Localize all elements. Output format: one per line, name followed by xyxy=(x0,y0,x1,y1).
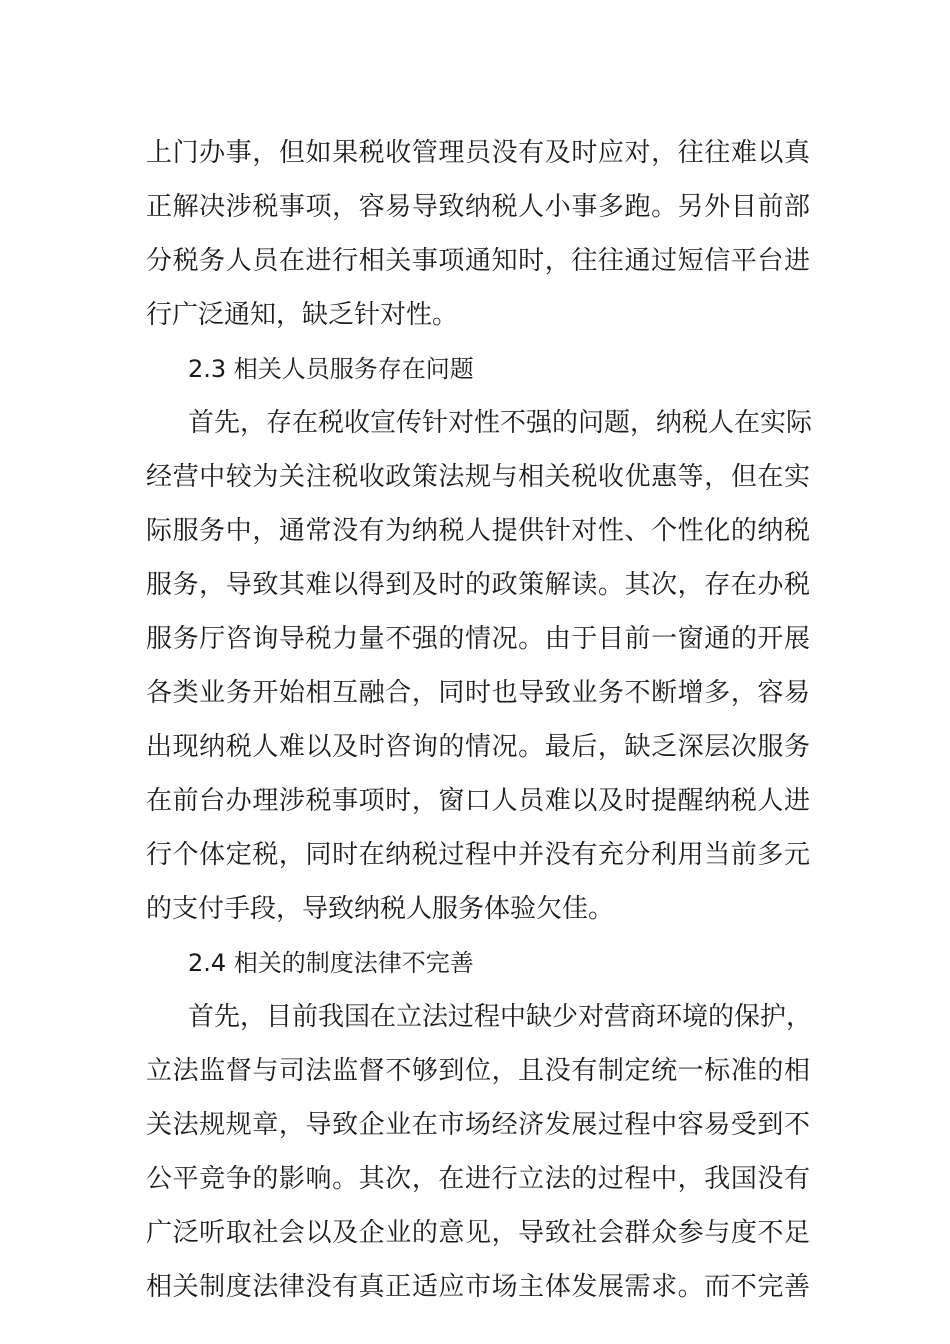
paragraph-line: 正解决涉税事项，容易导致纳税人小事多跑。另外目前部 xyxy=(146,192,810,222)
paragraph-line: 服务厅咨询导税力量不强的情况。由于目前一窗通的开展 xyxy=(146,624,810,654)
section-2-3 xyxy=(146,342,813,936)
paragraph-line: 相关制度法律没有真正适应市场主体发展需求。而不完善 xyxy=(146,1272,810,1302)
paragraph-line: 行个体定税，同时在纳税过程中并没有充分利用当前多元 xyxy=(146,840,810,870)
paragraph-line: 出现纳税人难以及时咨询的情况。最后，缺乏深层次服务 xyxy=(146,732,810,762)
paragraph-line: 首先，存在税收宣传针对性不强的问题，纳税人在实际 xyxy=(188,408,813,438)
paragraph-line: 在前台办理涉税事项时，窗口人员难以及时提醒纳税人进 xyxy=(146,786,810,816)
paragraph-line: 各类业务开始相互融合，同时也导致业务不断增多，容易 xyxy=(146,678,810,708)
document-body xyxy=(146,126,813,1314)
paragraph-line: 行广泛通知，缺乏针对性。 xyxy=(146,300,459,330)
paragraph-line: 际服务中，通常没有为纳税人提供针对性、个性化的纳税 xyxy=(146,516,810,546)
paragraph-line: 公平竞争的影响。其次，在进行立法的过程中，我国没有 xyxy=(146,1164,810,1194)
section-heading: 2.3 相关人员服务存在问题 xyxy=(188,355,474,383)
paragraph-line: 服务，导致其难以得到及时的政策解读。其次，存在办税 xyxy=(146,570,810,600)
paragraph-continuation xyxy=(146,126,810,342)
paragraph-line: 经营中较为关注税收政策法规与相关税收优惠等，但在实 xyxy=(146,462,810,492)
section-heading: 2.4 相关的制度法律不完善 xyxy=(188,949,474,977)
paragraph-line: 关法规规章，导致企业在市场经济发展过程中容易受到不 xyxy=(146,1110,810,1140)
paragraph-line: 首先，目前我国在立法过程中缺少对营商环境的保护， xyxy=(188,1002,813,1032)
paragraph-line: 的支付手段，导致纳税人服务体验欠佳。 xyxy=(146,894,615,924)
paragraph-line: 立法监督与司法监督不够到位，且没有制定统一标准的相 xyxy=(146,1056,810,1086)
paragraph-line: 广泛听取社会以及企业的意见，导致社会群众参与度不足 xyxy=(146,1218,810,1248)
paragraph-line: 分税务人员在进行相关事项通知时，往往通过短信平台进 xyxy=(146,246,810,276)
section-2-4 xyxy=(146,936,813,1314)
paragraph-line: 上门办事，但如果税收管理员没有及时应对，往往难以真 xyxy=(146,138,810,168)
